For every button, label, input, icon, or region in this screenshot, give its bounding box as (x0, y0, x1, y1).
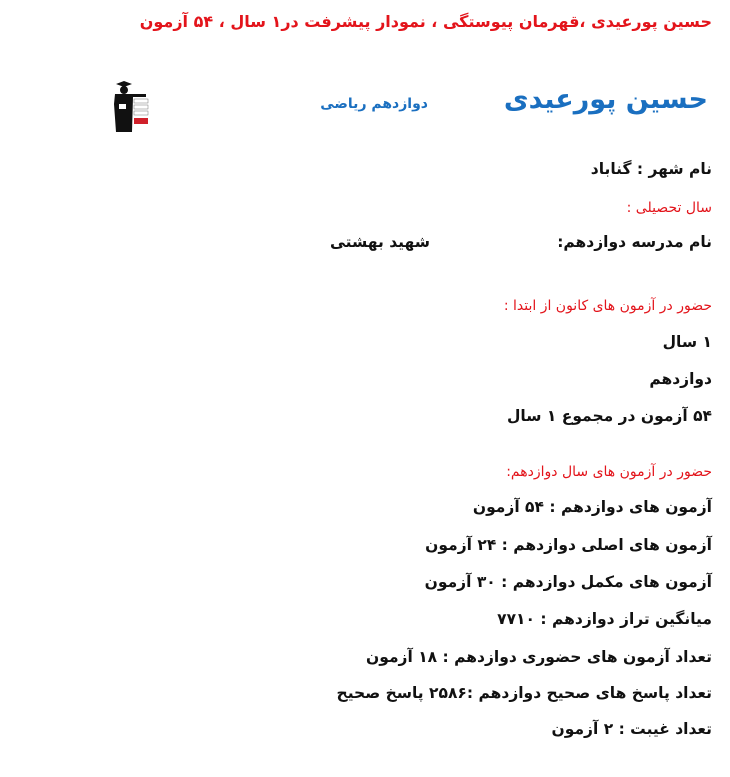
grade12-stat-line: آزمون های دوازدهم : ۵۴ آزمون (472, 498, 712, 516)
grade12-heading: حضور در آزمون های سال دوازدهم: (506, 464, 712, 480)
grade12-stat-line: تعداد غیبت : ۲ آزمون (551, 720, 712, 738)
kanoon-logo-icon (110, 80, 150, 134)
page-headline: حسین پورعیدی ،قهرمان پیوستگی ، نمودار پیشرفت در۱ سال ، ۵۴ آزمون (139, 12, 712, 31)
since-start-line: دوازدهم (649, 370, 712, 388)
academic-year-label: سال تحصیلی : (626, 200, 712, 216)
grade12-stat-line: آزمون های مکمل دوازدهم : ۳۰ آزمون (424, 573, 712, 591)
school-value: شهید بهشتی (330, 233, 430, 251)
school-label: نام مدرسه دوازدهم: (557, 233, 712, 251)
student-name-title: حسین پورعیدی (503, 84, 708, 115)
grade12-stat-line: تعداد آزمون های حضوری دوازدهم : ۱۸ آزمون (366, 648, 712, 666)
grade12-stat-line: میانگین تراز دوازدهم : ۷۷۱۰ (497, 610, 712, 628)
city-line: نام شهر : گناباد (590, 160, 712, 178)
since-start-line: ۵۴ آزمون در مجموع ۱ سال (506, 407, 712, 425)
since-start-line: ۱ سال (662, 333, 712, 351)
grade12-stat-line: تعداد پاسخ های صحیح دوازدهم :۲۵۸۶ پاسخ صحیح (336, 684, 712, 702)
grade-field-label: دوازدهم ریاضی (320, 96, 428, 112)
grade12-stat-line: آزمون های اصلی دوازدهم : ۲۴ آزمون (425, 536, 712, 554)
since-start-heading: حضور در آزمون های کانون از ابتدا : (503, 298, 712, 314)
